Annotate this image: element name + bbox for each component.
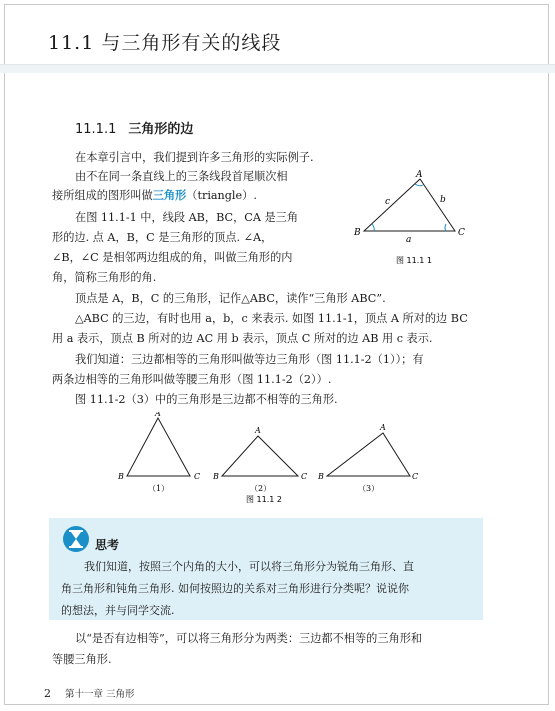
figure-1-caption: 图 11.1 1	[396, 256, 432, 265]
triangle-isosceles	[222, 436, 298, 476]
figure-11-1-2	[110, 412, 420, 504]
t2-label-b: B	[213, 472, 219, 481]
vertex-label-c: C	[458, 228, 465, 238]
paragraph-2a: 由不在同一条直线上的三条线段首尾顺次相	[75, 170, 288, 183]
triangle-scalene	[327, 433, 410, 476]
after-line-2: 等腰三角形.	[52, 653, 112, 666]
side-label-c: c	[385, 197, 391, 207]
t3-label-c: C	[412, 472, 419, 481]
figure-2-caption: 图 11.1 2	[246, 495, 282, 504]
figure-11-1-1	[352, 168, 472, 268]
paragraph-2b-post: （triangle）.	[186, 189, 257, 202]
triangle-abc	[364, 179, 455, 231]
think-line-3: 的想法，并与同学交流.	[61, 604, 175, 617]
paragraph-1: 在本章引言中，我们提到许多三角形的实际例子.	[75, 151, 314, 164]
t1-label-b: B	[118, 472, 124, 481]
t3-label-a: A	[380, 423, 386, 432]
side-label-b: b	[440, 195, 446, 205]
paragraph-3d: 角，简称三角形的角.	[52, 271, 157, 284]
think-line-2: 角三角形和钝角三角形. 如何按照边的关系对三角形进行分类呢？说说你	[61, 582, 409, 595]
t3-label-b: B	[318, 472, 324, 481]
paragraph-3a: 在图 11.1-1 中，线段 AB，BC，CA 是三角	[75, 211, 299, 224]
paragraph-5a: △ABC 的三边，有时也用 a，b，c 来表示. 如图 11.1-1，顶点 A 所对的边 BC	[75, 312, 468, 325]
title-rule	[0, 64, 555, 73]
t2-label-c: C	[301, 472, 308, 481]
page-title: 11.1 与三角形有关的线段	[48, 32, 282, 54]
section-name: 三角形的边	[128, 122, 194, 137]
section-number: 11.1.1	[75, 122, 117, 137]
vertex-label-b: B	[354, 228, 361, 238]
angle-mark-a	[415, 184, 423, 186]
t1-label-c: C	[194, 472, 201, 481]
section-heading	[75, 118, 193, 137]
angle-mark-c	[445, 224, 446, 231]
side-label-a: a	[406, 235, 412, 245]
t1-sublabel: （1）	[148, 484, 170, 493]
t2-sublabel: （2）	[250, 484, 272, 493]
paragraph-6b: 两条边相等的三角形叫做等腰三角形（图 11.1-2（2））.	[52, 373, 332, 386]
triangle-equilateral	[127, 418, 190, 476]
t2-label-a: A	[255, 426, 261, 435]
page-number: 2	[44, 687, 51, 700]
paragraph-5b: 用 a 表示，顶点 B 所对的边 AC 用 b 表示，顶点 C 所对的边 AB 用 c 表示.	[52, 332, 433, 345]
vertex-label-a: A	[416, 170, 423, 180]
page-footer	[44, 686, 135, 700]
think-text	[61, 556, 414, 622]
term-triangle: 三角形	[152, 189, 187, 202]
paragraph-6a: 我们知道：三边都相等的三角形叫做等边三角形（图 11.1-2（1））；有	[75, 353, 424, 366]
paragraph-2b-pre: 接所组成的图形叫做	[52, 189, 153, 202]
paragraph-7: 图 11.1-2（3）中的三角形是三边都不相等的三角形.	[75, 393, 338, 406]
think-title: 思考	[95, 538, 120, 552]
chapter-name: 第十一章 三角形	[65, 689, 135, 700]
t1-label-a: A	[155, 412, 161, 418]
hourglass-icon	[63, 524, 89, 554]
paragraph-3c: ∠B，∠C 是相邻两边组成的角，叫做三角形的内	[52, 251, 293, 264]
after-line-1: 以“是否有边相等”，可以将三角形分为两类：三边都不相等的三角形和	[75, 632, 423, 645]
t3-sublabel: （3）	[358, 484, 380, 493]
angle-mark-b	[372, 224, 374, 231]
paragraph-4: 顶点是 A，B，C 的三角形，记作△ABC，读作“三角形 ABC”.	[75, 292, 386, 305]
paragraph-2b	[52, 186, 257, 205]
paragraph-3b: 形的边. 点 A，B，C 是三角形的顶点. ∠A，	[52, 231, 273, 244]
think-line-1: 我们知道，按照三个内角的大小，可以将三角形分为锐角三角形、直	[84, 560, 414, 573]
think-box	[49, 518, 483, 620]
